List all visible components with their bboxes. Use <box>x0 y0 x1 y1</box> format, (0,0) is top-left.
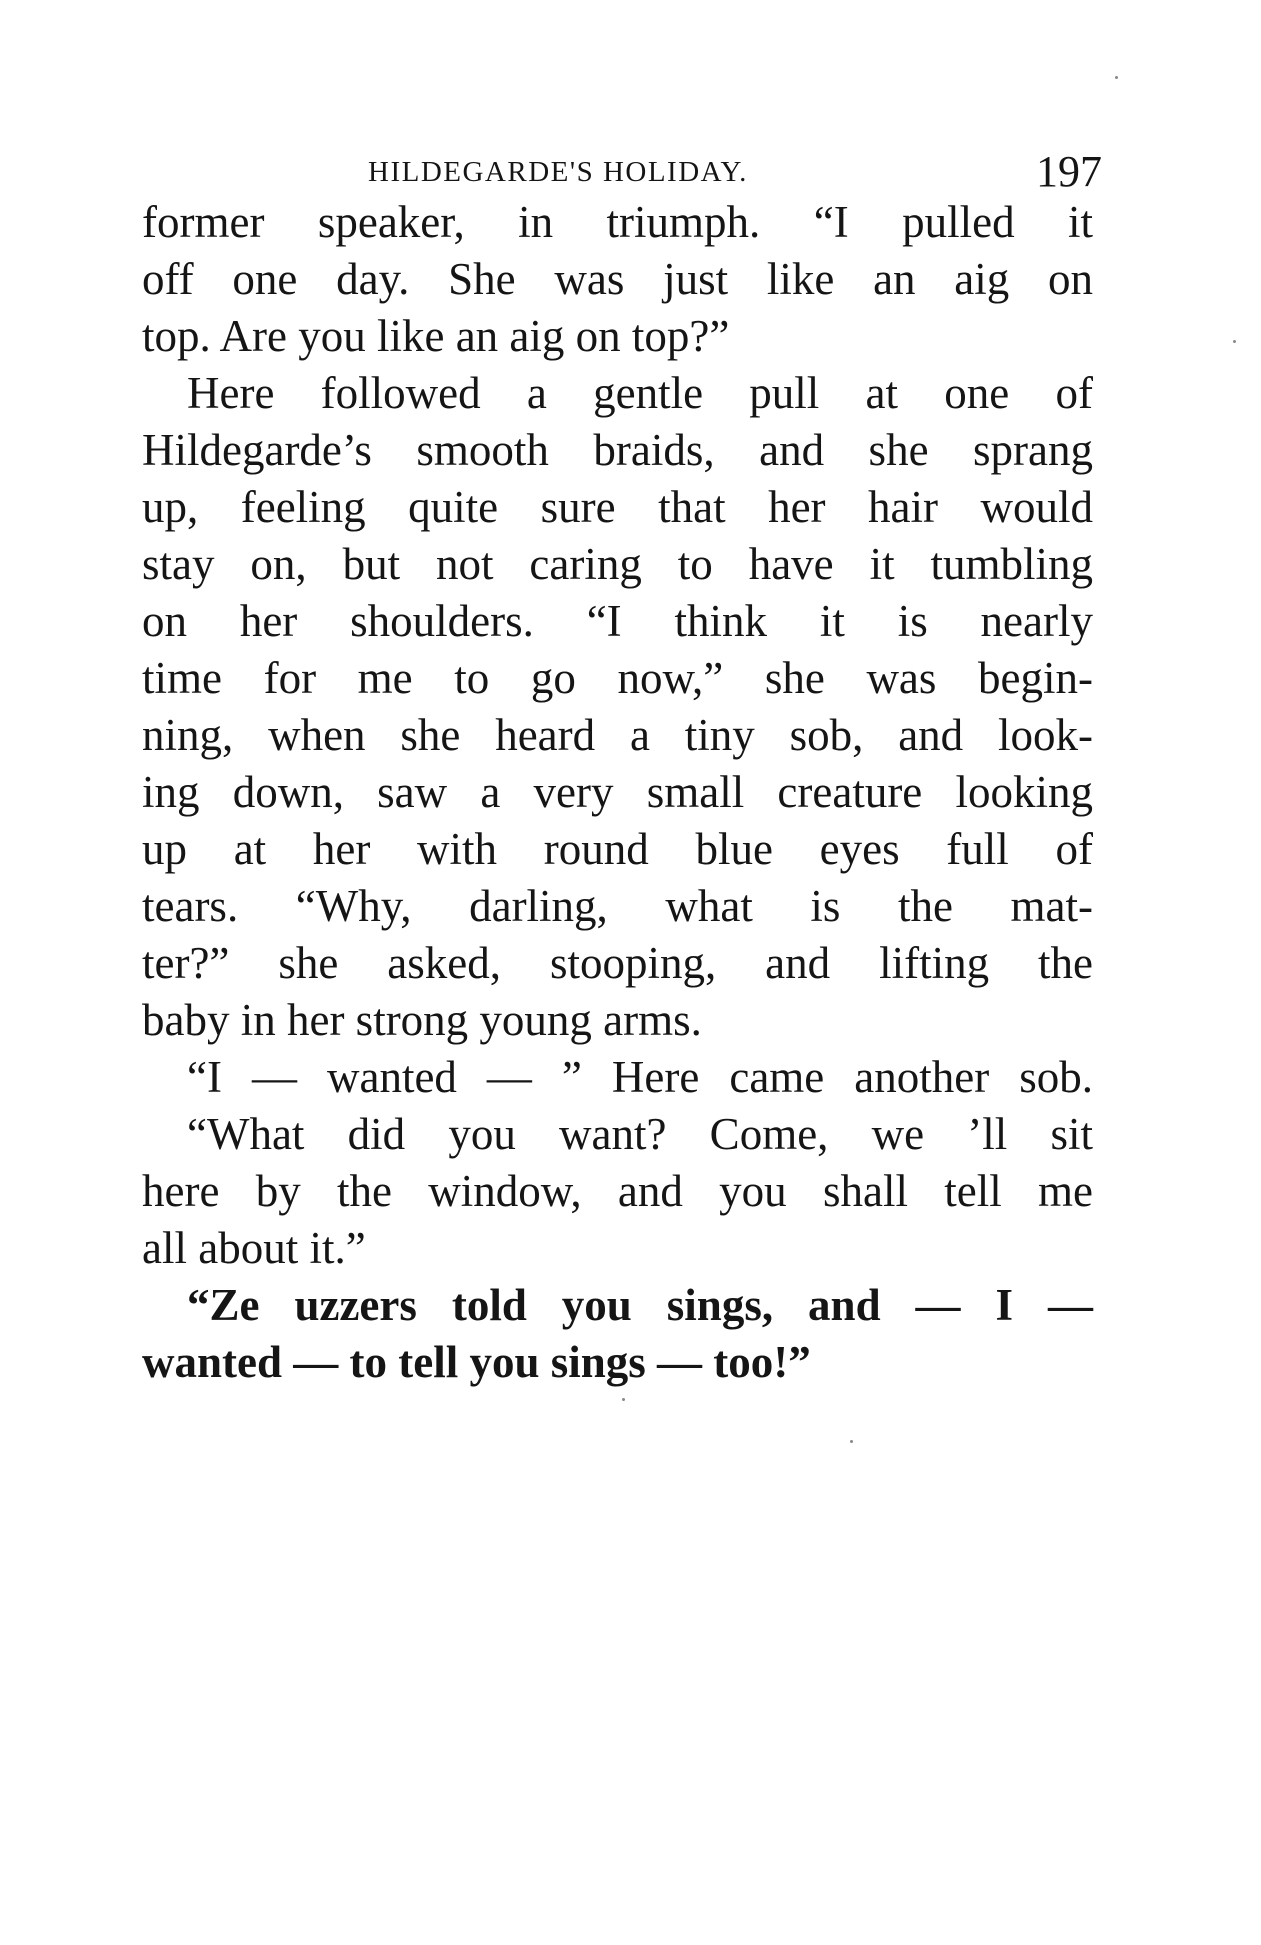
text-line: top. Are you like an aig on top?” <box>142 311 730 361</box>
text-line: stay on, but not caring to have it tumbling <box>142 539 1093 589</box>
text-line: ning, when she heard a tiny sob, and look- <box>142 710 1093 760</box>
text-line: tears. “Why, darling, what is the mat- <box>142 881 1093 931</box>
text-line: ing down, saw a very small creature looking <box>142 767 1093 817</box>
text-line: on her shoulders. “I think it is nearly <box>142 596 1093 646</box>
text-line: “What did you want? Come, we ’ll sit <box>187 1109 1093 1159</box>
paper-speck <box>622 1398 625 1401</box>
text-line: “I — wanted — ” Here came another sob. <box>187 1052 1093 1102</box>
text-line: baby in her strong young arms. <box>142 995 702 1045</box>
text-line: up at her with round blue eyes full of <box>142 824 1093 874</box>
paper-speck <box>1233 340 1236 343</box>
paper-speck <box>850 1440 853 1443</box>
text-line: up, feeling quite sure that her hair would <box>142 482 1093 532</box>
paper-speck <box>1115 76 1118 79</box>
text-line: Hildegarde’s smooth braids, and she sprang <box>142 425 1093 475</box>
running-head: HILDEGARDE'S HOLIDAY. <box>368 156 748 188</box>
text-line: “Ze uzzers told you sings, and — I — <box>187 1280 1093 1330</box>
text-line: off one day. She was just like an aig on <box>142 254 1093 304</box>
text-line: wanted — to tell you sings — too!” <box>142 1337 811 1387</box>
text-line: ter?” she asked, stooping, and lifting the <box>142 938 1093 988</box>
page-number: 197 <box>1036 147 1102 196</box>
text-line: Here followed a gentle pull at one of <box>187 368 1093 418</box>
text-line: time for me to go now,” she was begin- <box>142 653 1093 703</box>
text-line: here by the window, and you shall tell me <box>142 1166 1093 1216</box>
text-line: all about it.” <box>142 1223 366 1273</box>
text-line: former speaker, in triumph. “I pulled it <box>142 197 1093 247</box>
